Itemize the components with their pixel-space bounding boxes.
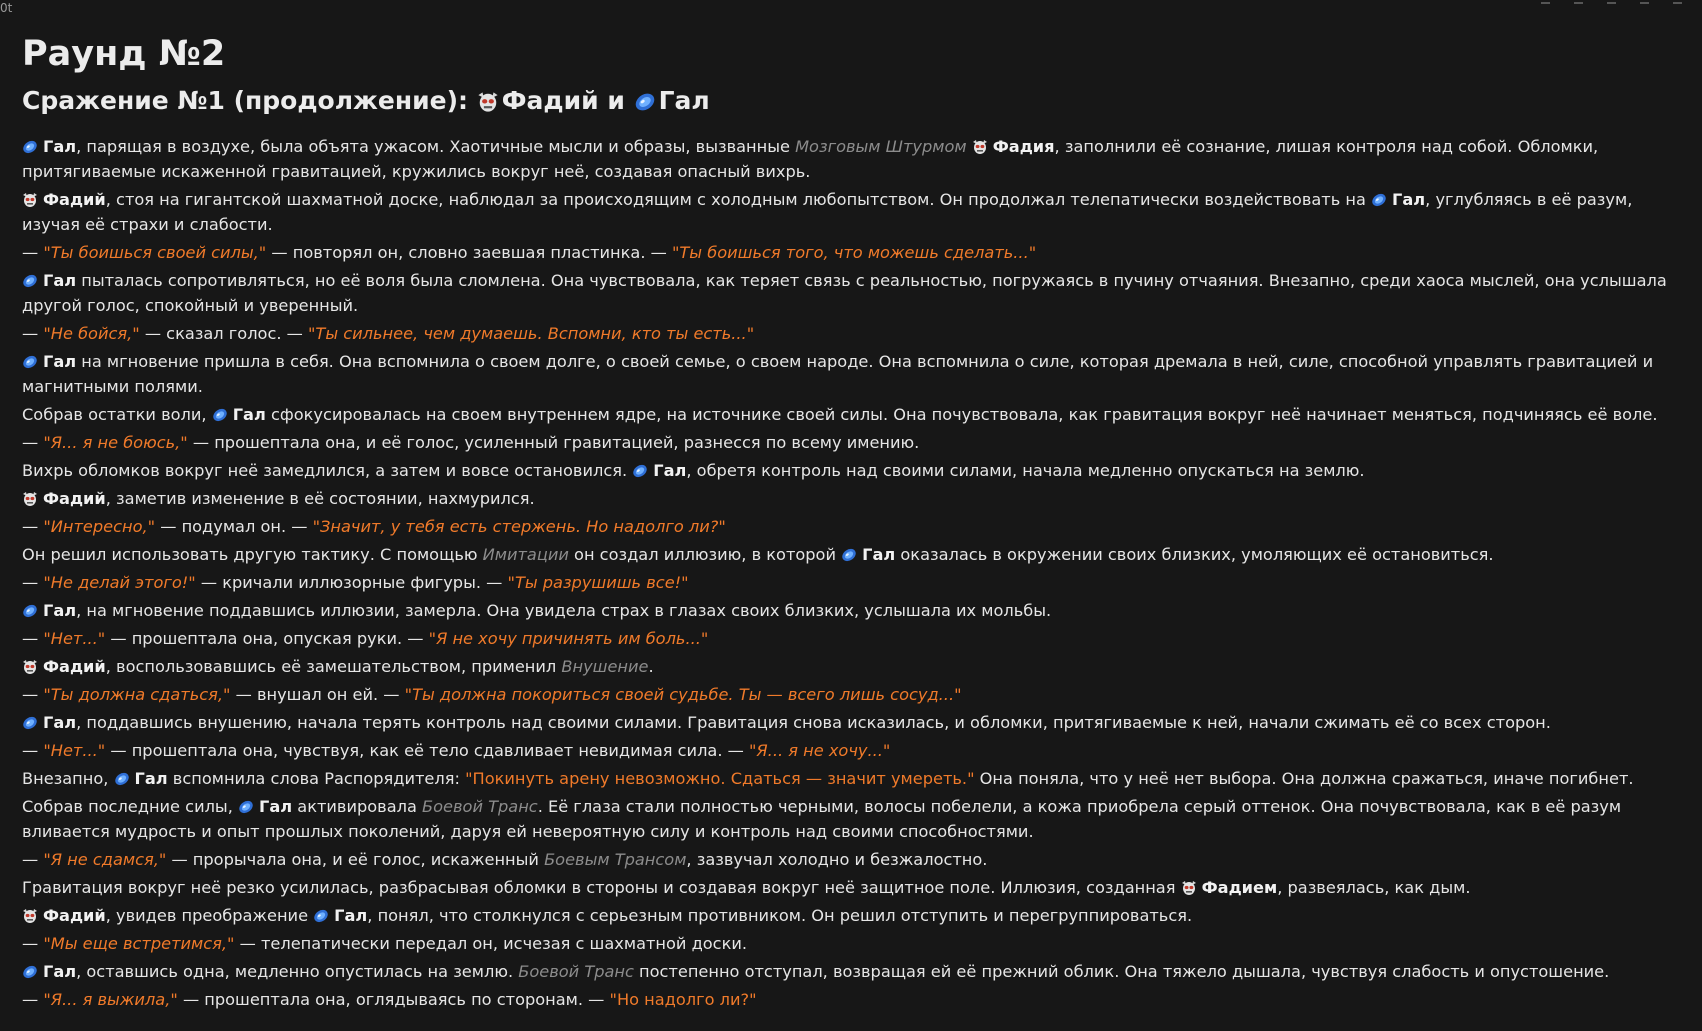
dialogue-quote: "Покинуть арену невозможно. Сдаться — значит умереть."	[465, 769, 975, 788]
narration-text: —	[22, 990, 44, 1009]
story-paragraph	[22, 875, 1687, 900]
story-paragraph	[22, 738, 1687, 763]
fighter-fadiy: Фадий	[501, 86, 599, 115]
dialogue-quote: "Нет..."	[43, 741, 106, 760]
narration-text: он создал иллюзию, в которой	[568, 545, 842, 564]
story-paragraph	[22, 710, 1687, 735]
character-name: Гал	[43, 137, 77, 156]
close-icon[interactable]	[1673, 0, 1682, 4]
narration-text: вспомнила слова Распорядителя:	[167, 769, 466, 788]
dialogue-quote: "Значит, у тебя есть стержень. Но надолго ли?"	[312, 517, 726, 536]
narration-text: , зазвучал холодно и безжалостно.	[686, 850, 988, 869]
character-name: Фадий	[43, 906, 106, 925]
narration-text: —	[22, 517, 44, 536]
narration-text: —	[22, 850, 44, 869]
skull-mask-icon	[22, 908, 38, 924]
expand-icon[interactable]	[1640, 0, 1649, 4]
narration-text: — повторял он, словно заевшая пластинка. —	[266, 243, 672, 262]
narration-text: Вихрь обломков вокруг неё замедлился, а затем и вовсе остановился.	[22, 461, 633, 480]
narration-text: —	[22, 629, 44, 648]
narration-text: оказалась в окружении своих близких, умоляющих её остановиться.	[895, 545, 1494, 564]
battle-conj: и	[607, 86, 625, 115]
blue-gem-icon	[22, 715, 38, 731]
blue-gem-icon	[1371, 192, 1387, 208]
story-paragraph	[22, 430, 1687, 455]
character-name: Фадий	[43, 489, 106, 508]
skull-mask-icon	[22, 192, 38, 208]
ability-name: Мозговым Штурмом	[795, 137, 967, 156]
narration-text: , оставшись одна, медленно опустилась на землю.	[76, 962, 519, 981]
story-paragraph	[22, 598, 1687, 623]
narration-text: — подумал он. —	[155, 517, 313, 536]
character-name: Гал	[43, 601, 77, 620]
blue-gem-icon	[238, 799, 254, 815]
ability-name: Внушение	[561, 657, 649, 676]
ability-name: Боевой Транс	[518, 962, 634, 981]
page-title: Раунд №2	[22, 34, 226, 74]
narration-text: —	[22, 573, 44, 592]
blue-gem-icon	[634, 91, 656, 113]
story-paragraph	[22, 402, 1687, 427]
settings-icon[interactable]	[1607, 0, 1616, 4]
character-name: Гал	[1392, 190, 1426, 209]
blue-gem-icon	[22, 273, 38, 289]
blue-gem-icon	[212, 407, 228, 423]
narration-text: , развеялась, как дым.	[1277, 878, 1471, 897]
narration-text: — прошептала она, оглядываясь по сторонам. —	[177, 990, 610, 1009]
dialogue-quote: "Но надолго ли?"	[609, 990, 757, 1009]
blue-gem-icon	[22, 603, 38, 619]
blue-gem-icon	[22, 139, 38, 155]
character-name: Гал	[43, 271, 77, 290]
narration-text: , парящая в воздухе, была объята ужасом. Хаотичные мысли и образы, вызванные	[76, 137, 796, 156]
skull-mask-icon	[972, 139, 988, 155]
narration-text: , на мгновение поддавшись иллюзии, замерла. Она увидела страх в глазах своих близких, услышала их мольбы.	[76, 601, 1052, 620]
character-name: Гал	[43, 962, 77, 981]
narration-text: , заполнили её сознание, лишая контроля над собой. Обломки, притягиваемые искаженной гравитацией, кружились вокруг неё, создавая опасный вихрь.	[22, 137, 1599, 181]
story-paragraph	[22, 931, 1687, 956]
story-paragraph	[22, 542, 1687, 567]
story-paragraph	[22, 987, 1687, 1012]
dialogue-quote: "Я... я не боюсь,"	[43, 433, 188, 452]
narration-text: Она поняла, что у неё нет выбора. Она должна сражаться, иначе погибнет.	[974, 769, 1634, 788]
narration-text: — внушал он ей. —	[230, 685, 405, 704]
blue-gem-icon	[841, 547, 857, 563]
character-name: Гал	[43, 713, 77, 732]
narration-text: , углубляясь в её разум, изучая её страхи и слабости.	[22, 190, 1633, 234]
story-paragraph	[22, 458, 1687, 483]
narration-text: — прошептала она, и её голос, усиленный гравитацией, разнесся по всему имению.	[187, 433, 920, 452]
narration-text: — прорычала она, и её голос, искаженный	[166, 850, 545, 869]
narration-text: , заметив изменение в её состоянии, нахмурился.	[105, 489, 535, 508]
story-paragraph	[22, 349, 1687, 399]
minimize-icon[interactable]	[1541, 0, 1550, 4]
narration-text: —	[22, 685, 44, 704]
character-name: Гал	[43, 352, 77, 371]
narration-text: , стоя на гигантской шахматной доске, наблюдал за происходящим с холодным любопытством. Он продолжал телепатически воздействовать на	[105, 190, 1372, 209]
dialogue-quote: "Ты должна покориться своей судьбе. Ты — всего лишь сосуд..."	[404, 685, 962, 704]
battle-heading	[22, 84, 1687, 118]
narration-text: , увидев преображение	[105, 906, 314, 925]
story-paragraph	[22, 766, 1687, 791]
ability-name: Боевым Трансом	[544, 850, 687, 869]
narration-text: пыталась сопротивляться, но её воля была сломлена. Она чувствовала, как теряет связь с реальностью, погружаясь в пучину отчаяния. Внезапно, среди хаоса мыслей, она услышала другой голос, спокойный и уверенный.	[22, 271, 1667, 315]
dialogue-quote: "Я не сдамся,"	[43, 850, 167, 869]
story-paragraph	[22, 187, 1687, 237]
narration-text: — прошептала она, опуская руки. —	[105, 629, 429, 648]
story-paragraph	[22, 654, 1687, 679]
character-name: Гал	[232, 405, 266, 424]
narration-text: — телепатически передал он, исчезая с шахматной доски.	[234, 934, 748, 953]
blue-gem-icon	[313, 908, 329, 924]
character-name: Фадием	[1201, 878, 1278, 897]
fighter-gal: Гал	[658, 86, 710, 115]
dialogue-quote: "Не делай этого!"	[43, 573, 196, 592]
story-paragraph	[22, 268, 1687, 318]
skull-mask-icon	[22, 659, 38, 675]
character-name: Гал	[334, 906, 368, 925]
dialogue-quote: "Ты боишься своей силы,"	[43, 243, 267, 262]
character-name: Фадия	[992, 137, 1055, 156]
dialogue-quote: "Нет..."	[43, 629, 106, 648]
narration-text: Он решил использовать другую тактику. С помощью	[22, 545, 483, 564]
narration-text: , воспользовавшись её замешательством, применил	[105, 657, 562, 676]
narration-text: — кричали иллюзорные фигуры. —	[195, 573, 508, 592]
narration-text: , обретя контроль над своими силами, начала медленно опускаться на землю.	[686, 461, 1365, 480]
dialogue-quote: "Ты должна сдаться,"	[43, 685, 231, 704]
blue-gem-icon	[632, 463, 648, 479]
narration-text: сфокусировалась на своем внутреннем ядре, на источнике своей силы. Она почувствовала, как гравитация вокруг неё начинает меняться, подчиняясь её воле.	[265, 405, 1658, 424]
toolbar-icons	[1541, 0, 1682, 4]
blue-gem-icon	[22, 354, 38, 370]
story-paragraph	[22, 847, 1687, 872]
skull-mask-icon	[477, 91, 499, 113]
dialogue-quote: "Не бойся,"	[43, 324, 140, 343]
story-paragraph	[22, 486, 1687, 511]
story-paragraph	[22, 794, 1687, 844]
story-text	[22, 134, 1687, 1012]
character-name: Гал	[862, 545, 896, 564]
story-paragraph	[22, 134, 1687, 184]
narration-text: — сказал голос. —	[139, 324, 308, 343]
story-paragraph	[22, 682, 1687, 707]
narration-text: , поддавшись внушению, начала терять контроль над своими силами. Гравитация снова исказилась, и обломки, притягиваемые к ней, начали сжимать её со всех сторон.	[76, 713, 1551, 732]
restore-icon[interactable]	[1574, 0, 1583, 4]
narration-text: —	[22, 243, 44, 262]
blue-gem-icon	[22, 964, 38, 980]
blue-gem-icon	[114, 771, 130, 787]
narration-text: Гравитация вокруг неё резко усилилась, разбрасывая обломки в стороны и создавая вокруг неё защитное поле. Иллюзия, созданная	[22, 878, 1181, 897]
character-name: Гал	[134, 769, 168, 788]
character-name: Гал	[259, 797, 293, 816]
character-name: Фадий	[43, 190, 106, 209]
window-top-bar	[0, 0, 1702, 14]
story-paragraph	[22, 321, 1687, 346]
dialogue-quote: "Я... я не хочу..."	[748, 741, 891, 760]
narration-text: Внезапно,	[22, 769, 114, 788]
narration-text: на мгновение пришла в себя. Она вспомнила о своем долге, о своей семье, о своем народе. Она вспомнила о силе, которая дремала в ней, силе, способной управлять гравитацией и магнитными полями.	[22, 352, 1654, 396]
narration-text: Собрав остатки воли,	[22, 405, 212, 424]
story-paragraph	[22, 626, 1687, 651]
dialogue-quote: "Я... я выжила,"	[43, 990, 178, 1009]
dialogue-quote: "Ты боишься того, что можешь сделать..."	[671, 243, 1037, 262]
narration-text: —	[22, 741, 44, 760]
dialogue-quote: "Ты разрушишь все!"	[507, 573, 689, 592]
ability-name: Боевой Транс	[422, 797, 538, 816]
narration-text: . Её глаза стали полностью черными, волосы побелели, а кожа приобрела серый оттенок. Она почувствовала, как в её разум вливается мудрость и опыт прошлых поколений, даруя ей невероятную силу и контроль над своими способностями.	[22, 797, 1622, 841]
narration-text: постепенно отступал, возвращая ей её прежний облик. Она тяжело дышала, чувствуя слабость и опустошение.	[633, 962, 1610, 981]
story-paragraph	[22, 514, 1687, 539]
character-name: Фадий	[43, 657, 106, 676]
document	[22, 32, 1687, 1015]
narration-text: — прошептала она, чувствуя, как её тело сдавливает невидимая сила. —	[105, 741, 749, 760]
ability-name: Имитации	[482, 545, 569, 564]
story-paragraph	[22, 903, 1687, 928]
narration-text: Собрав последние силы,	[22, 797, 239, 816]
skull-mask-icon	[22, 491, 38, 507]
character-name: Гал	[653, 461, 687, 480]
corner-text: 0t	[0, 1, 13, 15]
narration-text: , понял, что столкнулся с серьезным противником. Он решил отступить и перегруппироваться.	[367, 906, 1193, 925]
dialogue-quote: "Я не хочу причинять им боль..."	[428, 629, 709, 648]
dialogue-quote: "Ты сильнее, чем думаешь. Вспомни, кто ты есть..."	[307, 324, 755, 343]
narration-text: —	[22, 433, 44, 452]
narration-text: —	[22, 934, 44, 953]
narration-text: .	[648, 657, 654, 676]
story-paragraph	[22, 240, 1687, 265]
dialogue-quote: "Мы еще встретимся,"	[43, 934, 235, 953]
skull-mask-icon	[1181, 880, 1197, 896]
battle-prefix: Сражение №1 (продолжение):	[22, 86, 469, 115]
narration-text: активировала	[292, 797, 423, 816]
story-paragraph	[22, 570, 1687, 595]
narration-text: —	[22, 324, 44, 343]
dialogue-quote: "Интересно,"	[43, 517, 156, 536]
story-paragraph	[22, 959, 1687, 984]
